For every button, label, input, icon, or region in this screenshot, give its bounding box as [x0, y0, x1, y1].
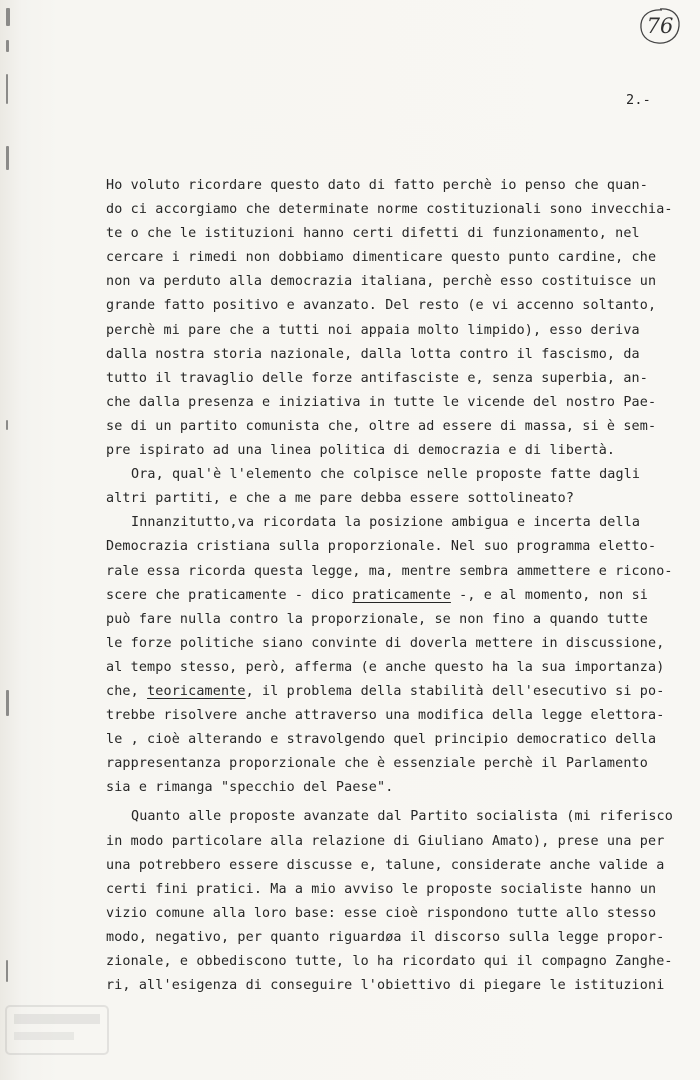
text-line: te o che le istituzioni hanno certi difetti di funzionamento, nel: [106, 226, 640, 242]
text-line: le , cioè alterando e stravolgendo quel principio democratico della: [106, 732, 657, 748]
underlined-word: praticamente: [352, 587, 451, 603]
circled-page-number: [638, 6, 682, 46]
text-line: perchè mi pare che a tutti noi appaia molto limpido), esso deriva: [106, 322, 640, 338]
text-line: dalla nostra storia nazionale, dalla lotta contro il fascismo, da: [106, 346, 640, 362]
text-line: modo, negativo, per quanto riguardøa il discorso sulla legge propor-: [106, 929, 665, 945]
binding-mark: [6, 74, 8, 104]
binding-mark: [6, 960, 8, 982]
text-line: rale essa ricorda questa legge, ma, mentre sembra ammettere e ricono-: [106, 563, 673, 579]
text-line: sia e rimanga "specchio del Paese".: [106, 780, 394, 796]
text-line: Ora, qual'è l'elemento che colpisce nelle proposte fatte dagli: [131, 467, 641, 483]
text-line: può fare nulla contro la proporzionale, se non fino a quando tutte: [106, 611, 648, 627]
text-line: tutto il travaglio delle forze antifasciste e, senza superbia, an-: [106, 370, 648, 386]
text-line-underlined: scere che praticamente - dico praticamente -, e al momento, non si: [106, 587, 648, 603]
binding-mark: [6, 420, 8, 430]
text-line: Quanto alle proposte avanzate dal Partito socialista (mi riferisco: [131, 809, 673, 825]
text-line: le forze politiche siano convinte di doverla mettere in discussione,: [106, 635, 665, 651]
binding-mark: [6, 690, 9, 716]
text-line: vizio comune alla loro base: esse cioè rispondono tutte allo stesso: [106, 905, 657, 921]
text-line: do ci accorgiamo che determinate norme costituzionali sono invecchia-: [106, 202, 673, 218]
text-line: cercare i rimedi non dobbiamo dimenticare questo punto cardine, che: [106, 250, 657, 266]
text-line: certi fini pratici. Ma a mio avviso le proposte socialiste hanno un: [106, 881, 657, 897]
text-line: pre ispirato ad una linea politica di democrazia e di libertà.: [106, 443, 616, 459]
archive-watermark-icon: [2, 1000, 112, 1060]
text-line: se di un partito comunista che, oltre ad essere di massa, si è sem-: [106, 418, 657, 434]
text-line: trebbe risolvere anche attraverso una modifica della legge elettora-: [106, 708, 665, 724]
text-line: Democrazia cristiana sulla proporzionale. Nel suo programma eletto-: [106, 539, 657, 555]
text-line: che dalla presenza e iniziativa in tutte le vicende del nostro Pae-: [106, 394, 657, 410]
text-line: ri, all'esigenza di conseguire l'obiettivo di piegare le istituzioni: [106, 978, 665, 994]
typed-page-number: 2.-: [626, 92, 651, 108]
text-line: Ho voluto ricordare questo dato di fatto perchè io penso che quan-: [106, 178, 648, 193]
binding-mark: [6, 8, 10, 26]
text-line: una potrebbero essere discusse e, talune, considerate anche valide a: [106, 857, 665, 873]
underlined-word: teoricamente: [147, 683, 246, 699]
text-line: zionale, e obbediscono tutte, lo ha ricordato qui il compagno Zanghe-: [106, 954, 673, 969]
text-line: non va perduto alla democrazia italiana, perchè esso costituisce un: [106, 274, 657, 290]
text-line: grande fatto positivo e avanzato. Del resto (e vi accenno soltanto,: [106, 298, 657, 314]
text-line: al tempo stesso, però, afferma (e anche questo ha la sua importanza): [106, 659, 665, 675]
body-text: [106, 174, 673, 998]
text-line: in modo particolare alla relazione di Giuliano Amato), prese una per: [106, 833, 665, 849]
handwritten-page-number: 76: [646, 14, 674, 38]
text-line: rappresentanza proporzionale che è essenziale perchè il Parlamento: [106, 756, 648, 772]
binding-mark: [6, 40, 9, 52]
text-line: Innanzitutto,va ricordata la posizione ambigua e incerta della: [131, 515, 641, 531]
text-line: altri partiti, e che a me pare debba essere sottolineato?: [106, 491, 575, 507]
text-line-underlined: che, teoricamente, il problema della stabilità dell'esecutivo si po-: [106, 683, 665, 699]
binding-mark: [6, 146, 9, 170]
